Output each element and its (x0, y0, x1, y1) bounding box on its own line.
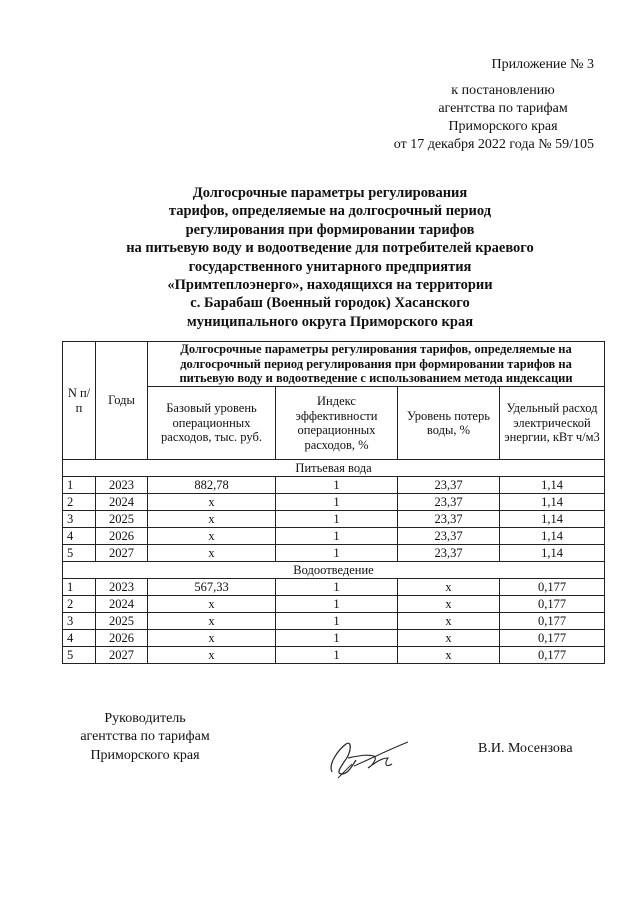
cell-year: 2027 (96, 647, 148, 664)
section-drinking-water: Питьевая вода (63, 460, 605, 477)
cell-year: 2024 (96, 494, 148, 511)
cell-index: 1 (276, 579, 398, 596)
cell-energy: 0,177 (500, 596, 605, 613)
table-row (63, 511, 605, 528)
handwritten-signature (318, 728, 414, 784)
title-line: Долгосрочные параметры регулирования (192, 185, 468, 201)
cell-index: 1 (276, 545, 398, 562)
table-row (63, 647, 605, 664)
cell-year: 2027 (96, 545, 148, 562)
cell-n: 4 (63, 528, 96, 545)
cell-year: 2023 (96, 579, 148, 596)
cell-energy: 0,177 (500, 613, 605, 630)
cell-base: х (148, 613, 276, 630)
appendix-header (294, 56, 594, 154)
cell-loss: 23,37 (398, 511, 500, 528)
cell-energy: 0,177 (500, 579, 605, 596)
cell-index: 1 (276, 596, 398, 613)
cell-loss: 23,37 (398, 528, 500, 545)
cell-loss: 23,37 (398, 494, 500, 511)
table-row (63, 477, 605, 494)
header-energy-use: Удельный расход электрической энергии, кВт ч/м3 (500, 387, 605, 460)
cell-energy: 1,14 (500, 545, 605, 562)
cell-index: 1 (276, 647, 398, 664)
appendix-line-1: к постановлению (451, 83, 555, 98)
table-row (63, 613, 605, 630)
header-water-loss: Уровень потерь воды, % (398, 387, 500, 460)
tariff-parameters-table (62, 341, 605, 664)
cell-energy: 1,14 (500, 511, 605, 528)
title-line: «Примтеплоэнерго», находящихся на территории (167, 277, 493, 294)
signer-line-3: Приморского края (90, 747, 200, 763)
cell-index: 1 (276, 494, 398, 511)
cell-loss: х (398, 647, 500, 664)
cell-loss: х (398, 613, 500, 630)
cell-n: 4 (63, 630, 96, 647)
header-n: N п/п (63, 342, 96, 460)
cell-energy: 0,177 (500, 630, 605, 647)
cell-year: 2025 (96, 511, 148, 528)
cell-n: 2 (63, 596, 96, 613)
cell-base: х (148, 494, 276, 511)
header-efficiency-index: Индекс эффективности операционных расходов, % (276, 387, 398, 460)
title-line: с. Барабаш (Военный городок) Хасанского (190, 295, 470, 312)
cell-year: 2023 (96, 477, 148, 494)
cell-n: 1 (63, 477, 96, 494)
cell-year: 2025 (96, 613, 148, 630)
table-row (63, 596, 605, 613)
cell-base: х (148, 630, 276, 647)
title-line: регулирования при формировании тарифов (185, 221, 475, 238)
header-years: Годы (96, 342, 148, 460)
cell-energy: 1,14 (500, 494, 605, 511)
document-title (90, 184, 570, 331)
cell-index: 1 (276, 511, 398, 528)
cell-n: 2 (63, 494, 96, 511)
cell-base: х (148, 647, 276, 664)
table-row (63, 494, 605, 511)
cell-energy: 1,14 (500, 528, 605, 545)
table-row (63, 579, 605, 596)
signer-name: В.И. Мосензова (478, 741, 573, 756)
signer-position (80, 710, 210, 765)
title-line: государственного унитарного предприятия (188, 258, 472, 275)
cell-n: 1 (63, 579, 96, 596)
cell-loss: х (398, 579, 500, 596)
appendix-line-3: Приморского края (448, 119, 558, 134)
cell-n: 3 (63, 613, 96, 630)
table-row (63, 545, 605, 562)
cell-year: 2026 (96, 528, 148, 545)
cell-n: 5 (63, 545, 96, 562)
appendix-line-2: агентства по тарифам (438, 101, 568, 116)
cell-loss: х (398, 596, 500, 613)
title-line: муниципального округа Приморского края (186, 313, 474, 330)
cell-energy: 1,14 (500, 477, 605, 494)
cell-index: 1 (276, 477, 398, 494)
appendix-line-4: от 17 декабря 2022 года № 59/105 (393, 137, 594, 152)
cell-index: 1 (276, 528, 398, 545)
cell-n: 5 (63, 647, 96, 664)
table-row (63, 528, 605, 545)
cell-loss: х (398, 630, 500, 647)
header-group: Долгосрочные параметры регулирования тарифов, определяемые на долгосрочный период регулирования при формировании тарифов на питьевую воду и водоотведение с использованием метода индексации (148, 342, 605, 387)
title-line: на питьевую воду и водоотведение для потребителей краевого (126, 240, 534, 257)
signer-line-1: Руководитель (104, 711, 186, 726)
header-base-cost: Базовый уровень операционных расходов, тыс. руб. (148, 387, 276, 460)
cell-index: 1 (276, 613, 398, 630)
table-row (63, 630, 605, 647)
cell-energy: 0,177 (500, 647, 605, 664)
appendix-number: Приложение № 3 (491, 57, 594, 72)
section-wastewater: Водоотведение (63, 562, 605, 579)
cell-n: 3 (63, 511, 96, 528)
cell-base: 567,33 (148, 579, 276, 596)
cell-base: 882,78 (148, 477, 276, 494)
cell-base: х (148, 528, 276, 545)
cell-base: х (148, 511, 276, 528)
cell-index: 1 (276, 630, 398, 647)
cell-loss: 23,37 (398, 545, 500, 562)
cell-loss: 23,37 (398, 477, 500, 494)
title-line: тарифов, определяемые на долгосрочный период (168, 203, 492, 220)
signer-line-2: агентства по тарифам (80, 729, 210, 745)
cell-year: 2024 (96, 596, 148, 613)
cell-base: х (148, 596, 276, 613)
cell-base: х (148, 545, 276, 562)
cell-year: 2026 (96, 630, 148, 647)
